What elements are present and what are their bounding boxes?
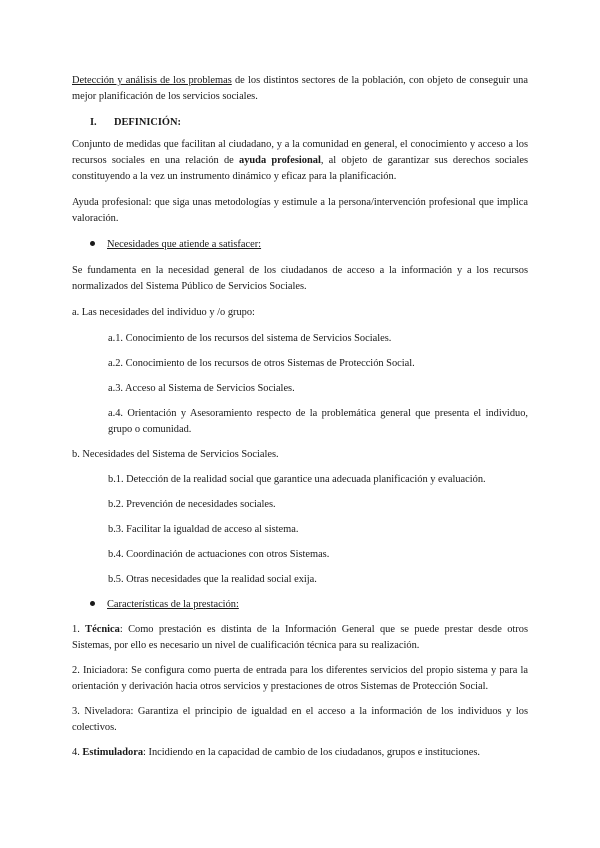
intro-paragraph <box>72 73 528 105</box>
definition-text-after: , al objeto de garantizar sus derechos sociales constituyendo a la vez un instrumento dinámico y eficaz para la planificación. <box>72 155 528 182</box>
caracteristica-4-text: : Incidiendo en la capacidad de cambio de los ciudadanos, grupos e instituciones. <box>143 747 481 758</box>
bullet-dot-icon <box>90 241 95 246</box>
group-b-label: b. Necesidades del Sistema de Servicios Sociales. <box>72 449 279 460</box>
document-page <box>72 73 528 761</box>
list-item-b4: b.4. Coordinación de actuaciones con otros Sistemas. <box>108 549 330 560</box>
caracteristica-1-prefix: 1. <box>72 624 86 635</box>
list-item-b2: b.2. Prevención de necesidades sociales. <box>108 499 276 510</box>
section-heading <box>72 115 528 131</box>
list-item-a1: a.1. Conocimiento de los recursos del sistema de Servicios Sociales. <box>108 333 392 344</box>
list-item-a2: a.2. Conocimiento de los recursos de otros Sistemas de Protección Social. <box>108 358 415 369</box>
definition-text-before: Conjunto de medidas que facilitan al ciudadano, y a la comunidad en general, el conocimiento y acceso a los recursos sociales en una relación de <box>72 139 528 166</box>
group-a-label: a. Las necesidades del individuo y /o grupo: <box>72 307 255 318</box>
bullet-caracteristicas <box>72 597 528 613</box>
list-item-b1: b.1. Detección de la realidad social que garantice una adecuada planificación y evaluación. <box>108 474 486 485</box>
caracteristica-1 <box>72 622 528 654</box>
bullet-necesidades-label: Necesidades que atiende a satisfacer: <box>107 239 262 250</box>
caracteristica-4 <box>72 745 528 761</box>
definition-bold: ayuda profesional <box>239 155 321 166</box>
list-item-b3: b.3. Facilitar la igualdad de acceso al sistema. <box>108 524 299 535</box>
caracteristica-4-bold: Estimuladora <box>82 747 144 758</box>
intro-rest: de los distintos sectores de la población, con objeto de conseguir una mejor planificación de los servicios sociales. <box>72 75 528 102</box>
ayuda-profesional-paragraph: Ayuda profesional: que siga unas metodologías y estimule a la persona/intervención profesional que implica valoración. <box>72 197 528 224</box>
caracteristica-1-text: : Como prestación es distinta de la Información General que se puede prestar desde otros Sistemas, por ello es necesario un nivel de cualificación técnica para su realización. <box>72 624 529 651</box>
list-item-b5: b.5. Otras necesidades que la realidad social exija. <box>108 574 317 585</box>
necesidades-intro: Se fundamenta en la necesidad general de los ciudadanos de acceso a la información y a los recursos normalizados del Sistema Público de Servicios Sociales. <box>72 265 528 292</box>
section-number: I. <box>90 117 97 128</box>
list-item-a3: a.3. Acceso al Sistema de Servicios Sociales. <box>108 383 295 394</box>
caracteristica-4-prefix: 4. <box>72 747 83 758</box>
intro-underlined: Detección y análisis de los problemas <box>72 75 232 86</box>
caracteristica-2: 2. Iniciadora: Se configura como puerta de entrada para los diferentes servicios del propio sistema y para la orientación y derivación hacia otros servicios y prestaciones de otros Sistemas de Protección Social. <box>72 665 528 692</box>
caracteristica-3: 3. Niveladora: Garantiza el principio de igualdad en el acceso a la información de los individuos y los colectivos. <box>72 706 528 733</box>
bullet-necesidades <box>72 237 528 253</box>
definition-paragraph <box>72 137 528 185</box>
bullet-caracteristicas-label: Características de la prestación: <box>107 599 239 610</box>
bullet-dot-icon <box>90 601 95 606</box>
section-title: DEFINICIÓN: <box>114 117 181 128</box>
caracteristica-1-bold: Técnica <box>85 624 120 635</box>
list-item-a4: a.4. Orientación y Asesoramiento respecto de la problemática general que presenta el individuo, grupo o comunidad. <box>108 408 528 435</box>
